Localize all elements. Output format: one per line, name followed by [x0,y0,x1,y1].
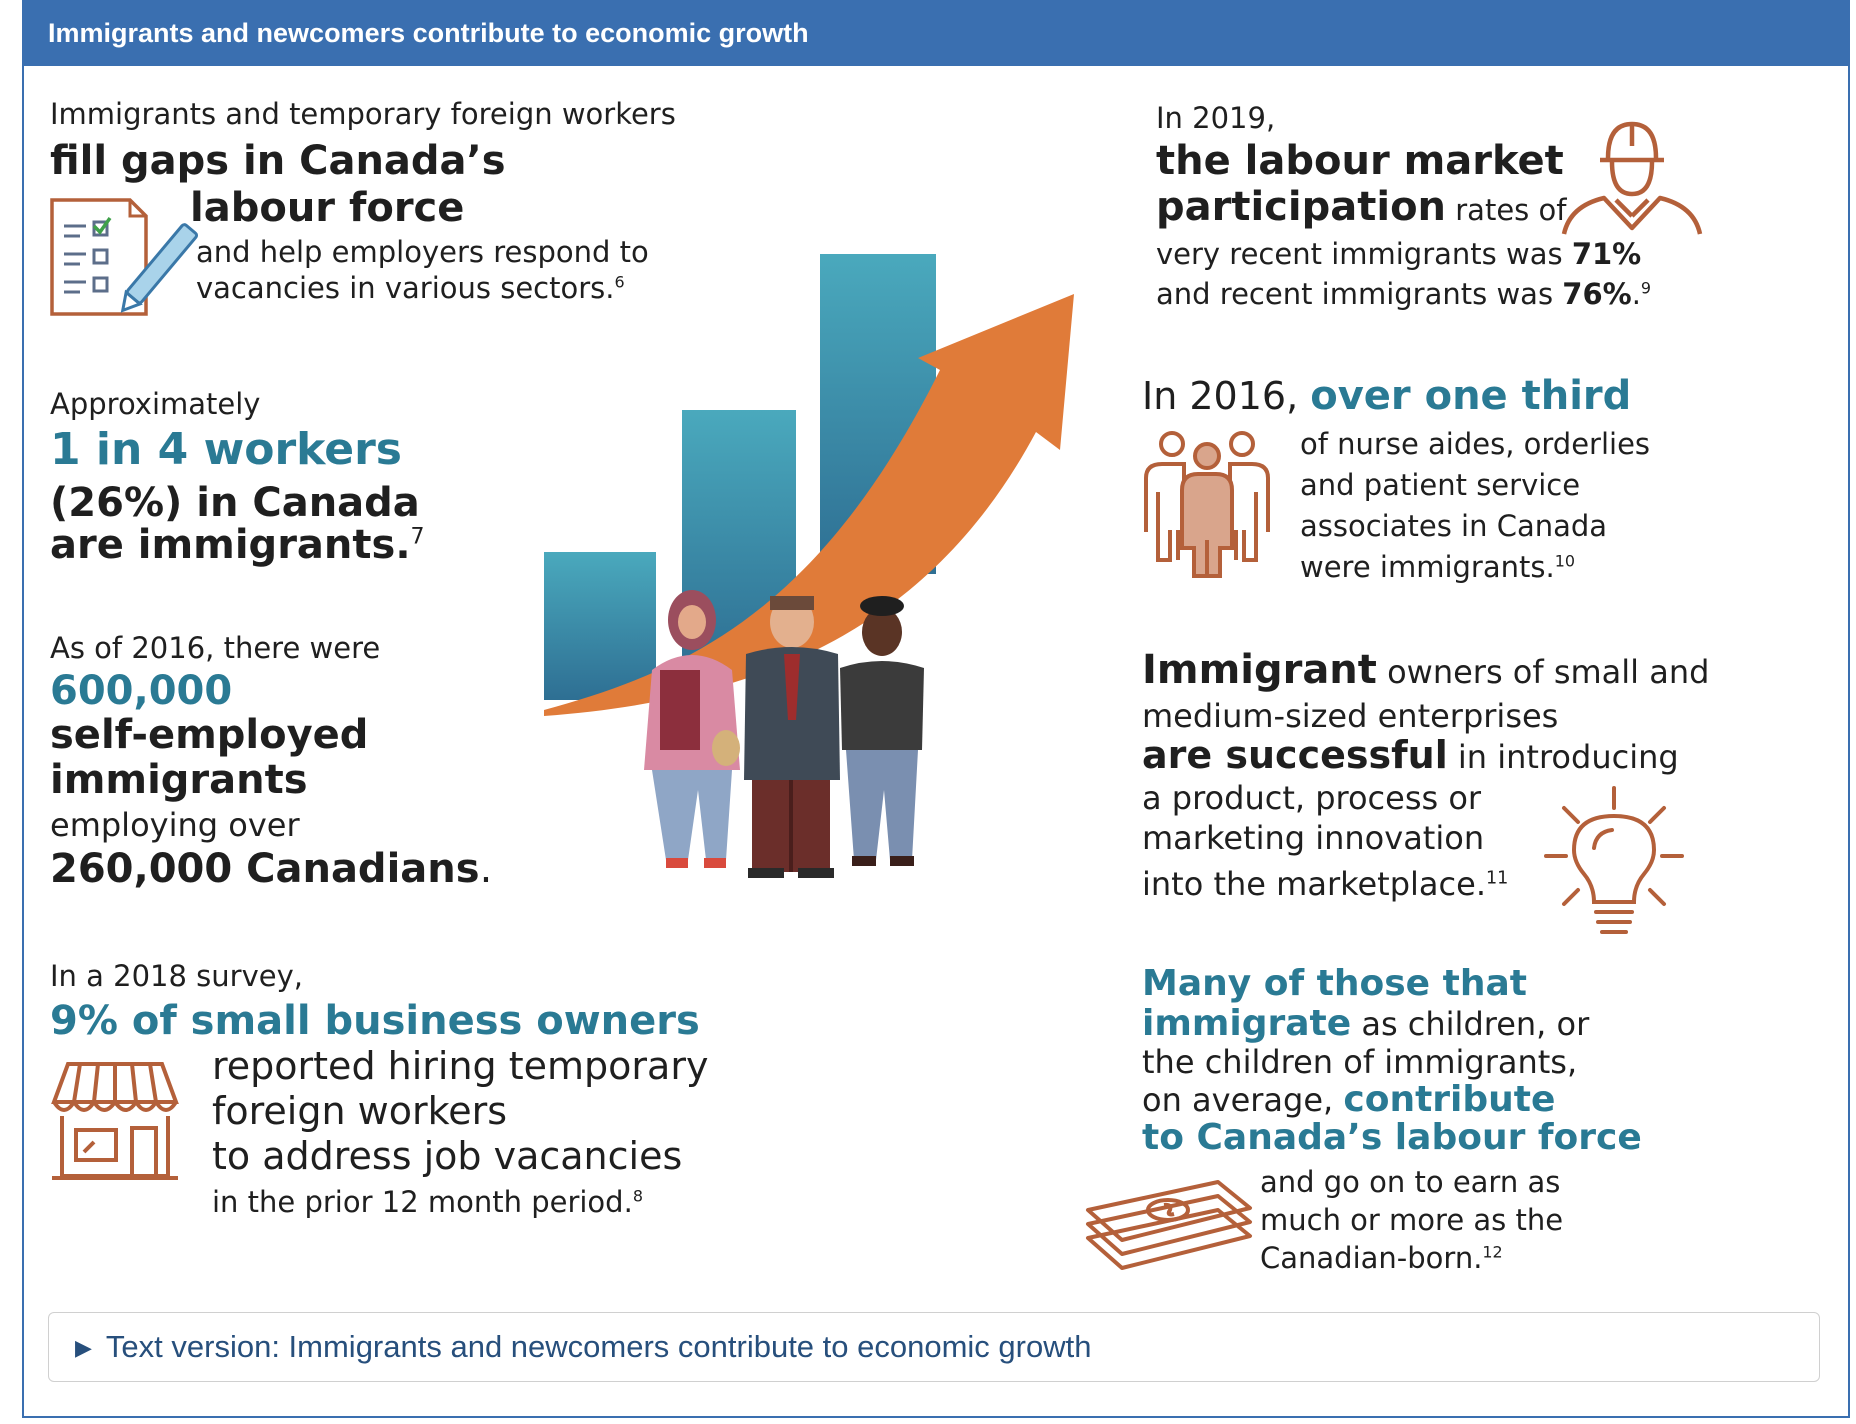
children-line4: on average, [1142,1081,1344,1119]
fill-gaps-line2: labour force [190,185,465,231]
innovation-line1-wrap [1142,648,1709,694]
ref-9: 9 [1640,278,1652,298]
ref-8: 8 [632,1186,643,1206]
fill-gaps-line4: vacancies in various sectors. [196,271,615,305]
survey-line4-wrap [212,1184,643,1220]
participation-value-71: 71% [1571,237,1642,271]
money-stack-icon [1078,1168,1256,1272]
children-line3: the children of immigrants, [1142,1043,1578,1081]
innovation-line2: medium-sized enterprises [1142,697,1559,735]
children-line7: much or more as the [1260,1203,1564,1237]
checklist-pencil-icon [50,196,185,318]
children-line2-teal: immigrate [1142,1003,1352,1044]
participation-period: . [1631,277,1641,311]
innovation-line1-bold: Immigrant [1142,647,1377,693]
nurse-line3: associates in Canada [1300,509,1608,543]
group-people-icon [1142,430,1272,578]
storefront-icon [50,1062,180,1182]
participation-line2-rest: rates of [1446,193,1567,227]
one-in-four-line2: are immigrants. [50,522,411,568]
nurse-heading [1142,372,1631,420]
ref-12: 12 [1482,1242,1503,1262]
participation-line3: very recent immigrants was [1156,237,1572,271]
self-employed-line3: employing over [50,806,300,844]
children-line2-wrap [1142,1004,1589,1044]
innovation-line6: into the marketplace. [1142,865,1486,903]
ref-10: 10 [1554,551,1575,571]
fill-gaps-line3: and help employers respond to [196,235,649,269]
survey-line4: in the prior 12 month period. [212,1185,633,1219]
children-line6: and go on to earn as [1260,1165,1561,1199]
innovation-line1-rest: owners of small and [1376,653,1710,691]
innovation-line6-wrap [1142,864,1508,904]
survey-line3: to address job vacancies [212,1134,683,1178]
innovation-line3-bold: are successful [1142,733,1448,777]
participation-line1: the labour market [1156,138,1564,184]
self-employed-line2: immigrants [50,757,308,803]
children-line1: Many of those that [1142,963,1527,1004]
children-line2-rest: as children, or [1351,1005,1590,1043]
survey-intro: In a 2018 survey, [50,959,303,993]
self-employed-line4: 260,000 Canadians [50,846,480,892]
text-version-toggle[interactable] [48,1312,1820,1382]
construction-worker-icon [1556,118,1706,236]
self-employed-period: . [479,846,493,892]
survey-line1: reported hiring temporary [212,1044,709,1088]
children-line8-wrap [1260,1240,1503,1276]
participation-line3-wrap [1156,236,1641,272]
children-line8: Canadian-born. [1260,1241,1483,1275]
children-line5: to Canada’s labour force [1142,1117,1642,1158]
self-employed-line4-wrap [50,846,492,892]
survey-highlight: 9% of small business owners [50,998,700,1044]
participation-line2-bold: participation [1156,184,1447,230]
disclosure-triangle-icon: ▶ [75,1335,92,1360]
text-version-label: Text version: Immigrants and newcomers contribute to economic growth [105,1329,1092,1364]
nurse-highlight: over one third [1310,373,1632,419]
children-line4-teal: contribute [1343,1079,1556,1120]
self-employed-highlight: 600,000 [50,668,233,714]
self-employed-line1: self-employed [50,712,369,758]
growth-chart-people-icon [540,250,1080,890]
participation-intro: In 2019, [1156,101,1276,135]
survey-line2: foreign workers [212,1089,508,1133]
innovation-line3-wrap [1142,732,1679,780]
nurse-line4-wrap [1300,549,1575,585]
nurse-line1: of nurse aides, orderlies [1300,427,1651,461]
panel-header: Immigrants and newcomers contribute to economic growth [22,0,1850,66]
participation-line4: and recent immigrants was [1156,277,1563,311]
children-line4-wrap [1142,1080,1555,1120]
innovation-line5: marketing innovation [1142,819,1485,857]
ref-11: 11 [1485,868,1509,889]
self-employed-intro: As of 2016, there were [50,631,381,665]
innovation-line3-rest: in introducing [1447,738,1679,776]
ref-7: 7 [410,524,425,550]
one-in-four-highlight: 1 in 4 workers [50,424,402,475]
participation-value-76: 76% [1562,277,1632,311]
participation-line4-wrap [1156,276,1651,312]
participation-line2-wrap [1156,184,1566,233]
one-in-four-intro: Approximately [50,387,261,421]
nurse-line4: were immigrants. [1300,550,1555,584]
innovation-line4: a product, process or [1142,779,1482,817]
lightbulb-icon [1544,786,1684,940]
nurse-line2: and patient service [1300,468,1581,502]
fill-gaps-intro: Immigrants and temporary foreign workers [50,97,676,131]
ref-6: 6 [614,272,625,292]
fill-gaps-line1: fill gaps in Canada’s [50,138,506,184]
one-in-four-line2-wrap [50,522,425,568]
one-in-four-line1: (26%) in Canada [50,480,420,526]
nurse-intro: In 2016, [1142,374,1311,418]
